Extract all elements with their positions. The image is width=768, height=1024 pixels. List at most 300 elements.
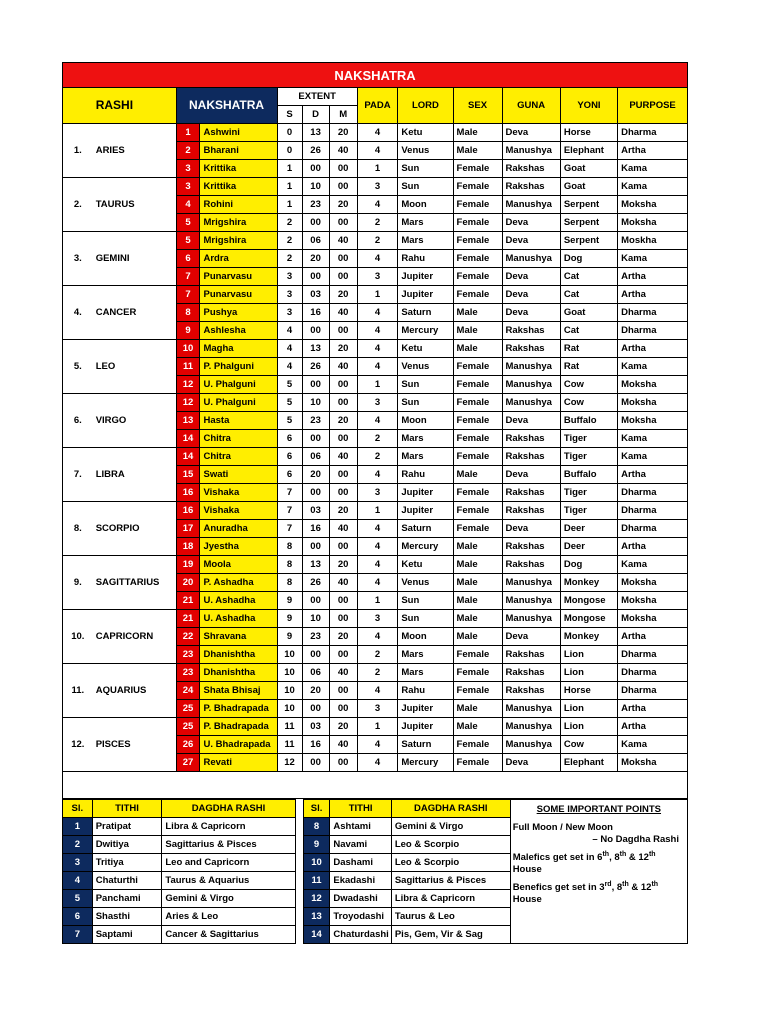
rashi-number: 4.	[63, 286, 93, 340]
cell-d: 00	[302, 484, 329, 502]
cell-d: 23	[302, 412, 329, 430]
tithi-sl: 3	[63, 854, 93, 872]
rashi-header-blank	[63, 88, 93, 124]
cell-s: 10	[277, 700, 302, 718]
cell-d: 10	[302, 394, 329, 412]
rashi-number: 5.	[63, 340, 93, 394]
cell-d: 00	[302, 592, 329, 610]
tithi-name: Dashami	[330, 854, 391, 872]
cell-yoni: Tiger	[560, 484, 617, 502]
cell-nakshatra: Ashlesha	[200, 322, 277, 340]
cell-lord: Rahu	[398, 466, 453, 484]
cell-nakshatra: Vishaka	[200, 484, 277, 502]
cell-nakshatra: Krittika	[200, 160, 277, 178]
cell-yoni: Tiger	[560, 502, 617, 520]
rashi-number: 2.	[63, 178, 93, 232]
cell-sex: Male	[453, 466, 502, 484]
cell-d: 23	[302, 628, 329, 646]
tithi-sl: 1	[63, 818, 93, 836]
cell-d: 10	[302, 178, 329, 196]
cell-yoni: Cat	[560, 286, 617, 304]
cell-yoni: Cat	[560, 322, 617, 340]
cell-num: 19	[176, 556, 200, 574]
cell-m: 20	[329, 502, 357, 520]
cell-m: 20	[329, 412, 357, 430]
cell-m: 00	[329, 160, 357, 178]
cell-s: 3	[277, 304, 302, 322]
cell-nakshatra: Ashwini	[200, 124, 277, 142]
cell-s: 1	[277, 160, 302, 178]
cell-nakshatra: Punarvasu	[200, 268, 277, 286]
table-row	[63, 286, 688, 304]
d-header: D	[302, 106, 329, 124]
cell-num: 6	[176, 250, 200, 268]
extent-header: EXTENT	[277, 88, 357, 106]
cell-pada: 2	[357, 646, 398, 664]
cell-s: 10	[277, 682, 302, 700]
cell-num: 1	[176, 124, 200, 142]
cell-s: 12	[277, 754, 302, 772]
cell-d: 00	[302, 430, 329, 448]
cell-sex: Female	[453, 502, 502, 520]
cell-s: 9	[277, 610, 302, 628]
cell-yoni: Serpent	[560, 232, 617, 250]
cell-d: 13	[302, 556, 329, 574]
cell-yoni: Rat	[560, 358, 617, 376]
tithi-name: Ashtami	[330, 818, 391, 836]
cell-d: 00	[302, 322, 329, 340]
cell-sex: Female	[453, 736, 502, 754]
cell-nakshatra: Bharani	[200, 142, 277, 160]
cell-purpose: Artha	[618, 466, 688, 484]
note-3: Benefics get set in 3rd, 8th & 12th House	[512, 880, 659, 905]
cell-num: 14	[176, 448, 200, 466]
cell-sex: Male	[453, 124, 502, 142]
cell-guna: Deva	[502, 304, 560, 322]
cell-lord: Saturn	[398, 736, 453, 754]
cell-pada: 1	[357, 718, 398, 736]
cell-nakshatra: Chitra	[200, 430, 277, 448]
cell-m: 00	[329, 214, 357, 232]
cell-m: 00	[329, 466, 357, 484]
cell-num: 12	[176, 394, 200, 412]
cell-yoni: Lion	[560, 646, 617, 664]
cell-guna: Manushya	[502, 358, 560, 376]
cell-yoni: Mongose	[560, 592, 617, 610]
cell-purpose: Artha	[618, 628, 688, 646]
notes-title: SOME IMPORTANT POINTS	[536, 804, 662, 815]
cell-yoni: Elephant	[560, 142, 617, 160]
cell-nakshatra: Dhanishtha	[200, 646, 277, 664]
table-row	[63, 610, 688, 628]
rashi-name: LIBRA	[93, 448, 176, 502]
cell-sex: Male	[453, 304, 502, 322]
cell-s: 11	[277, 718, 302, 736]
cell-nakshatra: Moola	[200, 556, 277, 574]
cell-sex: Female	[453, 430, 502, 448]
cell-purpose: Dharma	[618, 682, 688, 700]
cell-num: 10	[176, 340, 200, 358]
tithi-sl: 2	[63, 836, 93, 854]
rashi-number: 1.	[63, 124, 93, 178]
cell-lord: Ketu	[398, 124, 453, 142]
cell-yoni: Monkey	[560, 574, 617, 592]
cell-guna: Manushya	[502, 736, 560, 754]
cell-num: 3	[176, 178, 200, 196]
cell-lord: Mars	[398, 448, 453, 466]
cell-guna: Rakshas	[502, 538, 560, 556]
cell-num: 7	[176, 268, 200, 286]
cell-guna: Rakshas	[502, 160, 560, 178]
cell-lord: Saturn	[398, 520, 453, 538]
cell-m: 40	[329, 448, 357, 466]
cell-s: 6	[277, 448, 302, 466]
cell-d: 03	[302, 286, 329, 304]
spacer-row	[63, 772, 688, 799]
cell-lord: Jupiter	[398, 268, 453, 286]
cell-pada: 3	[357, 394, 398, 412]
cell-yoni: Monkey	[560, 628, 617, 646]
cell-nakshatra: U. Phalguni	[200, 394, 277, 412]
cell-d: 26	[302, 574, 329, 592]
tithi-name: Dwitiya	[92, 836, 162, 854]
table-row	[63, 718, 688, 736]
dagdha-rashi: Aries & Leo	[162, 908, 295, 926]
tithi-name: Pratipat	[92, 818, 162, 836]
cell-s: 2	[277, 250, 302, 268]
table-row	[63, 448, 688, 466]
cell-sex: Female	[453, 412, 502, 430]
cell-s: 8	[277, 556, 302, 574]
cell-m: 20	[329, 340, 357, 358]
cell-lord: Mars	[398, 664, 453, 682]
cell-s: 9	[277, 592, 302, 610]
cell-s: 6	[277, 430, 302, 448]
cell-nakshatra: Mrigshira	[200, 232, 277, 250]
cell-m: 00	[329, 394, 357, 412]
cell-purpose: Kama	[618, 178, 688, 196]
cell-purpose: Artha	[618, 340, 688, 358]
cell-guna: Deva	[502, 520, 560, 538]
cell-pada: 4	[357, 196, 398, 214]
cell-m: 40	[329, 142, 357, 160]
cell-purpose: Moksha	[618, 376, 688, 394]
cell-nakshatra: Magha	[200, 340, 277, 358]
cell-nakshatra: U. Ashadha	[200, 592, 277, 610]
cell-yoni: Mongose	[560, 610, 617, 628]
table-row	[63, 124, 688, 142]
cell-num: 17	[176, 520, 200, 538]
cell-pada: 4	[357, 574, 398, 592]
rashi-name: LEO	[93, 340, 176, 394]
cell-pada: 1	[357, 592, 398, 610]
cell-d: 00	[302, 376, 329, 394]
cell-num: 11	[176, 358, 200, 376]
cell-d: 00	[302, 160, 329, 178]
cell-num: 23	[176, 664, 200, 682]
cell-m: 00	[329, 250, 357, 268]
cell-guna: Rakshas	[502, 178, 560, 196]
cell-num: 3	[176, 160, 200, 178]
cell-yoni: Rat	[560, 340, 617, 358]
cell-lord: Sun	[398, 394, 453, 412]
cell-nakshatra: Anuradha	[200, 520, 277, 538]
tithi-name: Chaturthi	[92, 872, 162, 890]
cell-num: 14	[176, 430, 200, 448]
dagdha-rashi: Cancer & Sagittarius	[162, 926, 295, 944]
cell-purpose: Artha	[618, 268, 688, 286]
cell-sex: Male	[453, 628, 502, 646]
nakshatra-header: NAKSHATRA	[176, 88, 277, 124]
cell-pada: 2	[357, 430, 398, 448]
cell-num: 8	[176, 304, 200, 322]
tithi-name: Dwadashi	[330, 890, 391, 908]
cell-m: 20	[329, 718, 357, 736]
tithi-header: TITHI	[330, 800, 391, 818]
cell-yoni: Lion	[560, 664, 617, 682]
cell-d: 16	[302, 304, 329, 322]
cell-s: 5	[277, 412, 302, 430]
cell-purpose: Dharma	[618, 646, 688, 664]
tithi-table	[62, 799, 688, 944]
cell-lord: Venus	[398, 142, 453, 160]
cell-d: 00	[302, 268, 329, 286]
cell-sex: Female	[453, 214, 502, 232]
dagdha-rashi: Sagittarius & Pisces	[162, 836, 295, 854]
cell-purpose: Kama	[618, 358, 688, 376]
nakshatra-sheet	[62, 62, 688, 944]
tithi-header-row	[63, 800, 688, 818]
cell-d: 26	[302, 358, 329, 376]
cell-sex: Male	[453, 340, 502, 358]
cell-purpose: Moksha	[618, 592, 688, 610]
cell-pada: 3	[357, 484, 398, 502]
sex-header: SEX	[453, 88, 502, 124]
cell-guna: Deva	[502, 628, 560, 646]
guna-header: GUNA	[502, 88, 560, 124]
tithi-name: Saptami	[92, 926, 162, 944]
tithi-header: TITHI	[92, 800, 162, 818]
cell-lord: Rahu	[398, 682, 453, 700]
cell-pada: 4	[357, 124, 398, 142]
cell-pada: 4	[357, 538, 398, 556]
cell-purpose: Artha	[618, 700, 688, 718]
cell-pada: 3	[357, 610, 398, 628]
cell-purpose: Dharma	[618, 304, 688, 322]
cell-sex: Female	[453, 394, 502, 412]
cell-nakshatra: U. Ashadha	[200, 610, 277, 628]
cell-s: 4	[277, 340, 302, 358]
cell-d: 13	[302, 124, 329, 142]
cell-sex: Female	[453, 358, 502, 376]
cell-lord: Venus	[398, 358, 453, 376]
cell-num: 7	[176, 286, 200, 304]
cell-yoni: Goat	[560, 304, 617, 322]
nakshatra-table	[62, 62, 688, 799]
cell-yoni: Horse	[560, 124, 617, 142]
cell-nakshatra: Chitra	[200, 448, 277, 466]
cell-lord: Mercury	[398, 538, 453, 556]
tithi-sl: 12	[303, 890, 330, 908]
cell-s: 10	[277, 646, 302, 664]
cell-yoni: Cow	[560, 736, 617, 754]
sl-header: Sl.	[63, 800, 93, 818]
rashi-name: CAPRICORN	[93, 610, 176, 664]
cell-m: 40	[329, 358, 357, 376]
cell-yoni: Cat	[560, 268, 617, 286]
pada-header: PADA	[357, 88, 398, 124]
cell-d: 13	[302, 340, 329, 358]
cell-lord: Mars	[398, 232, 453, 250]
cell-guna: Deva	[502, 268, 560, 286]
cell-m: 00	[329, 754, 357, 772]
cell-num: 4	[176, 196, 200, 214]
cell-d: 10	[302, 610, 329, 628]
cell-sex: Female	[453, 178, 502, 196]
cell-yoni: Cow	[560, 394, 617, 412]
table-row	[63, 178, 688, 196]
cell-purpose: Dharma	[618, 502, 688, 520]
dagdha-rashi: Gemini & Virgo	[391, 818, 510, 836]
rashi-number: 10.	[63, 610, 93, 664]
cell-pada: 2	[357, 448, 398, 466]
cell-lord: Mars	[398, 430, 453, 448]
cell-s: 3	[277, 286, 302, 304]
tithi-name: Chaturdashi	[330, 926, 391, 944]
cell-sex: Female	[453, 520, 502, 538]
cell-yoni: Goat	[560, 178, 617, 196]
cell-purpose: Kama	[618, 250, 688, 268]
cell-nakshatra: Swati	[200, 466, 277, 484]
cell-nakshatra: P. Phalguni	[200, 358, 277, 376]
yoni-header: YONI	[560, 88, 617, 124]
cell-nakshatra: Krittika	[200, 178, 277, 196]
cell-guna: Deva	[502, 214, 560, 232]
cell-lord: Venus	[398, 574, 453, 592]
dagdha-rashi: Gemini & Virgo	[162, 890, 295, 908]
cell-m: 00	[329, 610, 357, 628]
cell-purpose: Dharma	[618, 484, 688, 502]
cell-guna: Deva	[502, 412, 560, 430]
cell-s: 7	[277, 502, 302, 520]
purpose-header: PURPOSE	[618, 88, 688, 124]
cell-purpose: Dharma	[618, 322, 688, 340]
cell-m: 40	[329, 232, 357, 250]
cell-d: 20	[302, 682, 329, 700]
cell-m: 00	[329, 268, 357, 286]
cell-num: 23	[176, 646, 200, 664]
cell-guna: Manushya	[502, 196, 560, 214]
cell-purpose: Dharma	[618, 520, 688, 538]
dagdha-rashi: Taurus & Aquarius	[162, 872, 295, 890]
cell-yoni: Buffalo	[560, 412, 617, 430]
cell-m: 40	[329, 520, 357, 538]
cell-m: 00	[329, 430, 357, 448]
cell-m: 40	[329, 574, 357, 592]
cell-lord: Ketu	[398, 340, 453, 358]
cell-guna: Rakshas	[502, 430, 560, 448]
cell-nakshatra: Mrigshira	[200, 214, 277, 232]
cell-nakshatra: Revati	[200, 754, 277, 772]
cell-d: 00	[302, 700, 329, 718]
cell-pada: 2	[357, 664, 398, 682]
cell-lord: Moon	[398, 628, 453, 646]
cell-pada: 4	[357, 736, 398, 754]
cell-s: 11	[277, 736, 302, 754]
cell-guna: Rakshas	[502, 556, 560, 574]
cell-d: 03	[302, 502, 329, 520]
rashi-number: 12.	[63, 718, 93, 772]
cell-pada: 2	[357, 214, 398, 232]
cell-s: 4	[277, 322, 302, 340]
cell-lord: Jupiter	[398, 700, 453, 718]
table-row	[63, 340, 688, 358]
cell-m: 00	[329, 322, 357, 340]
cell-sex: Female	[453, 682, 502, 700]
cell-m: 20	[329, 556, 357, 574]
cell-nakshatra: Rohini	[200, 196, 277, 214]
cell-s: 0	[277, 124, 302, 142]
dagdha-rashi: Sagittarius & Pisces	[391, 872, 510, 890]
cell-guna: Rakshas	[502, 646, 560, 664]
cell-pada: 1	[357, 286, 398, 304]
dagdha-header: DAGDHA RASHI	[162, 800, 295, 818]
cell-guna: Rakshas	[502, 664, 560, 682]
cell-guna: Rakshas	[502, 682, 560, 700]
cell-purpose: Moksha	[618, 610, 688, 628]
cell-s: 5	[277, 394, 302, 412]
cell-d: 00	[302, 538, 329, 556]
cell-m: 00	[329, 592, 357, 610]
dagdha-rashi: Libra & Capricorn	[162, 818, 295, 836]
cell-lord: Mercury	[398, 322, 453, 340]
cell-purpose: Kama	[618, 448, 688, 466]
cell-sex: Male	[453, 556, 502, 574]
tithi-sl: 9	[303, 836, 330, 854]
cell-nakshatra: P. Bhadrapada	[200, 718, 277, 736]
dagdha-rashi: Leo & Scorpio	[391, 854, 510, 872]
tithi-sl: 7	[63, 926, 93, 944]
cell-purpose: Moksha	[618, 754, 688, 772]
cell-pada: 3	[357, 178, 398, 196]
cell-m: 00	[329, 178, 357, 196]
dagdha-rashi: Leo and Capricorn	[162, 854, 295, 872]
cell-pada: 1	[357, 160, 398, 178]
cell-lord: Mercury	[398, 754, 453, 772]
cell-s: 7	[277, 484, 302, 502]
cell-pada: 3	[357, 700, 398, 718]
cell-guna: Rakshas	[502, 448, 560, 466]
cell-num: 13	[176, 412, 200, 430]
tithi-sl: 11	[303, 872, 330, 890]
cell-num: 5	[176, 232, 200, 250]
rashi-name: SCORPIO	[93, 502, 176, 556]
sl-header: Sl.	[303, 800, 330, 818]
cell-purpose: Artha	[618, 142, 688, 160]
rashi-name: ARIES	[93, 124, 176, 178]
cell-sex: Female	[453, 664, 502, 682]
cell-yoni: Serpent	[560, 214, 617, 232]
tithi-name: Panchami	[92, 890, 162, 908]
cell-d: 03	[302, 718, 329, 736]
cell-lord: Moon	[398, 196, 453, 214]
cell-yoni: Horse	[560, 682, 617, 700]
cell-pada: 1	[357, 376, 398, 394]
cell-lord: Jupiter	[398, 718, 453, 736]
cell-m: 20	[329, 124, 357, 142]
cell-nakshatra: U. Bhadrapada	[200, 736, 277, 754]
rashi-name: PISCES	[93, 718, 176, 772]
